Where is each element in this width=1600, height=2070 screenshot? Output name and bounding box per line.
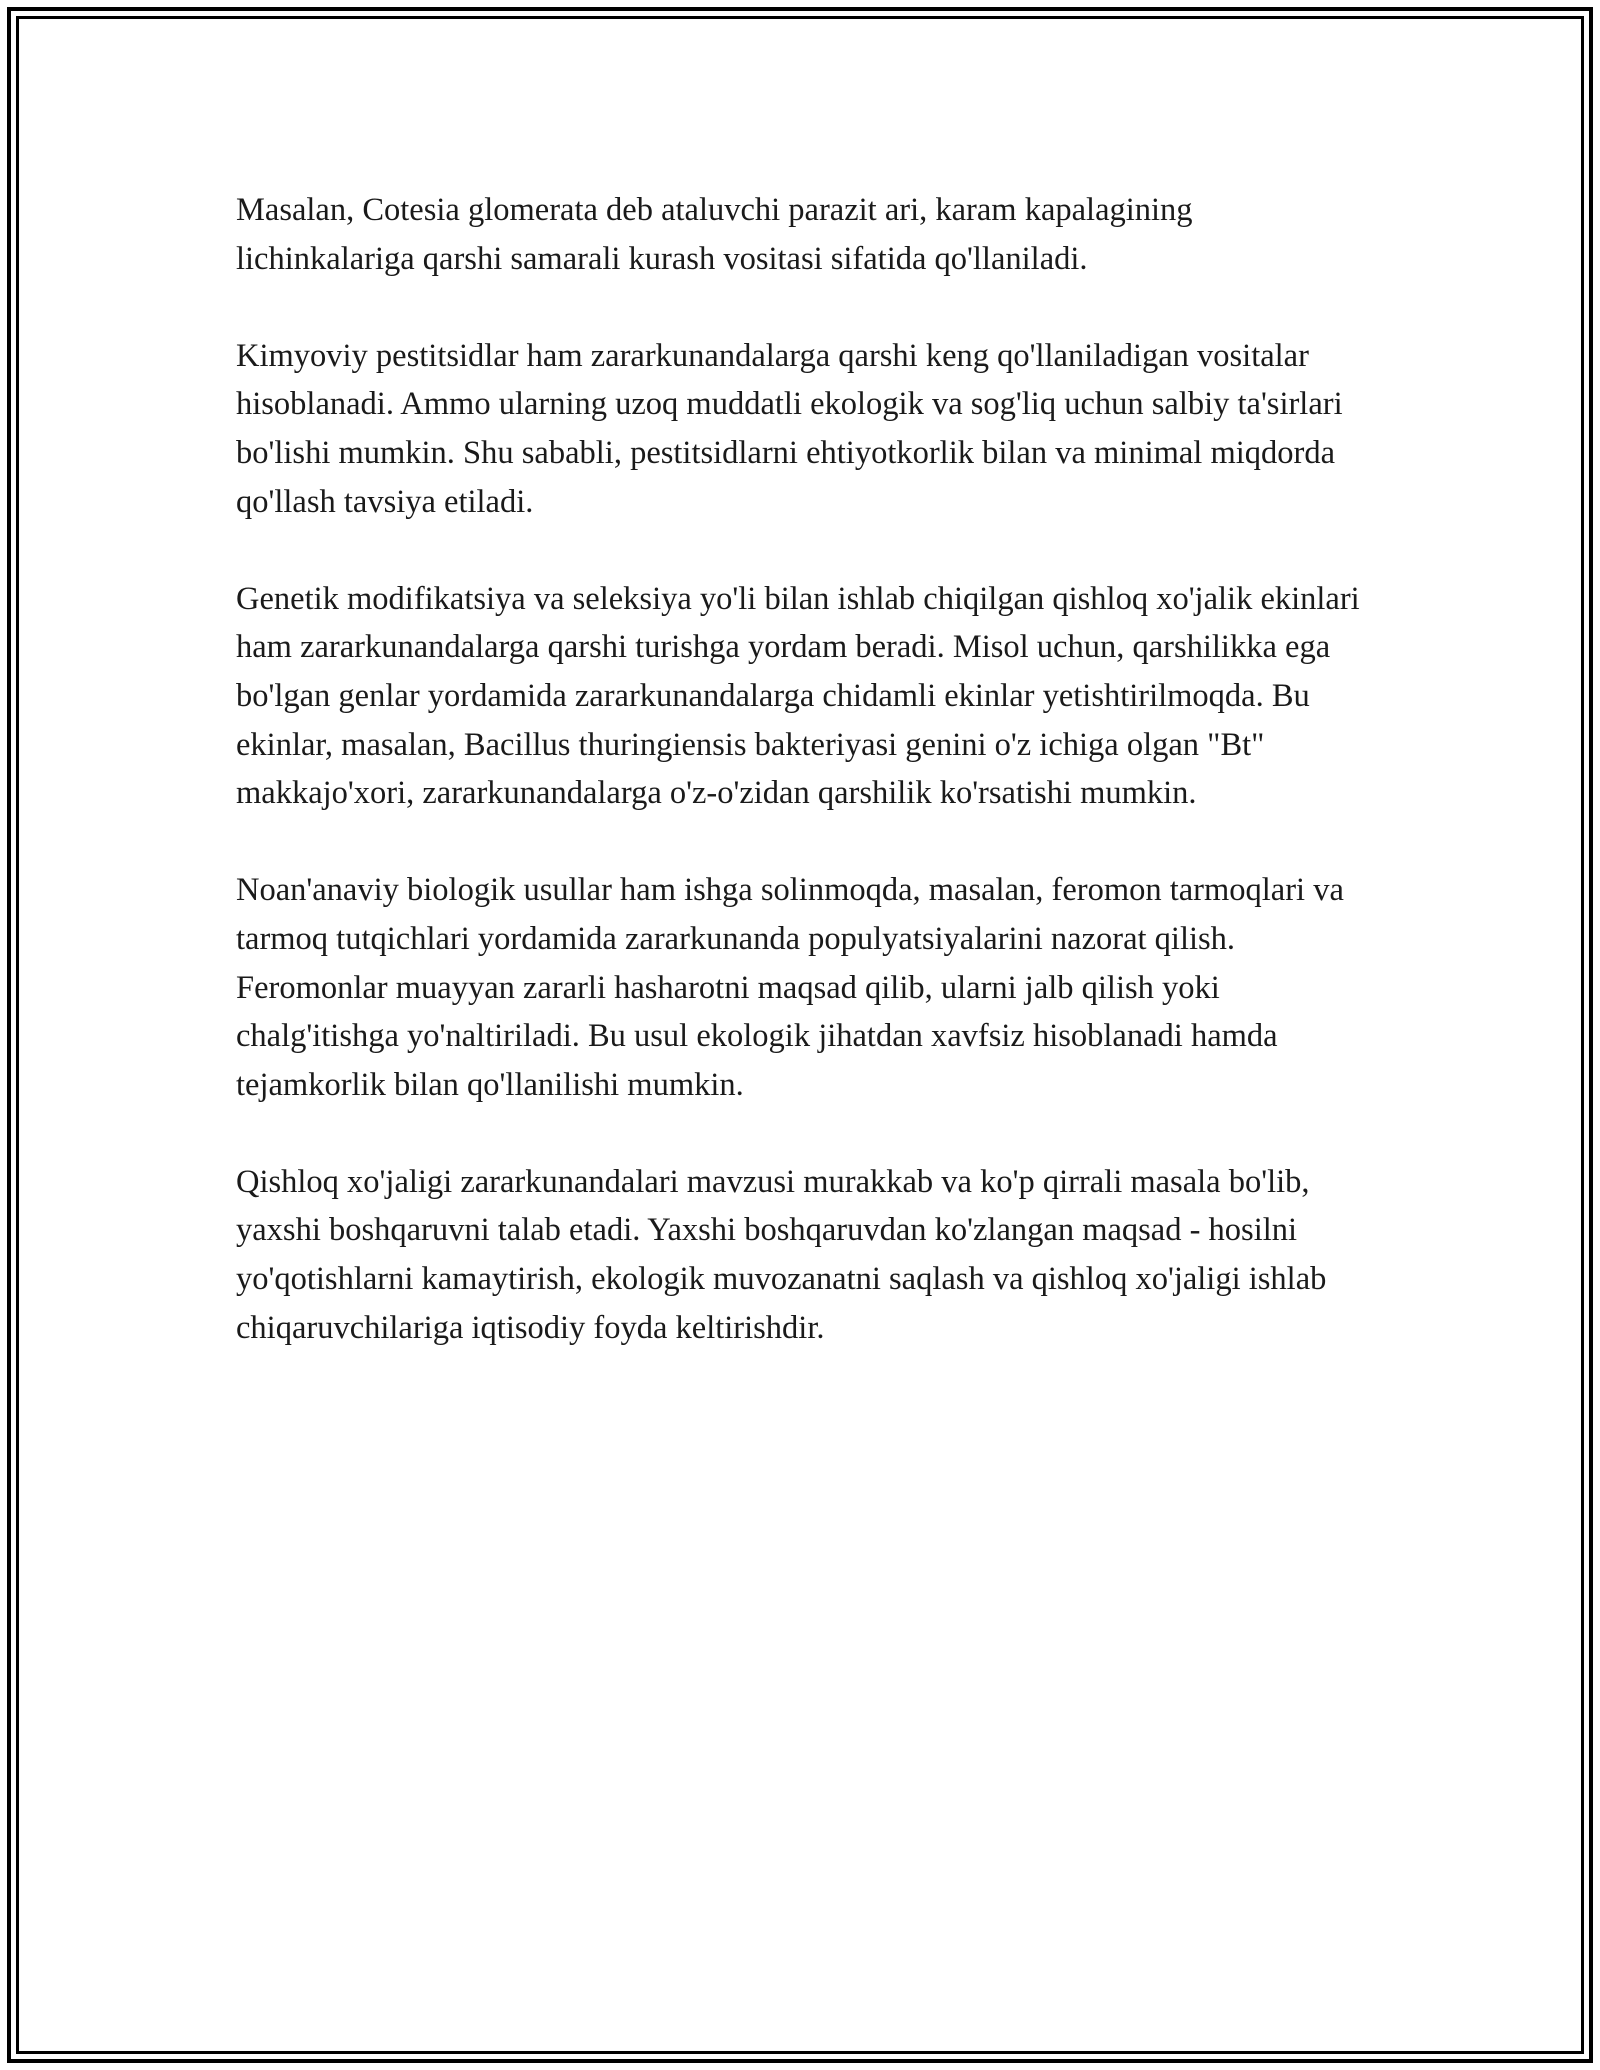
paragraph-cotesia: Masalan, Cotesia glomerata deb ataluvchi parazit ari, karam kapalagining lichinkalariga qarshi samarali kurash vositasi sifatida qo'llaniladi. <box>236 192 1193 277</box>
document-body <box>236 186 1366 1401</box>
paragraph-biological-methods: Noan'anaviy biologik usullar ham ishga solinmoqda, masalan, feromon tarmoqlari va tarmoq tutqichlari yordamida zararkunanda populyatsiyalarini nazorat qilish. Feromonlar muayyan zararli hasharotni maqsad qilib, ularni jalb qilish yoki chalg'itishga yo'naltiriladi. Bu usul ekologik jihatdan xavfsiz hisoblanadi hamda tejamkorlik bilan qo'llanilishi mumkin. <box>236 872 1344 1103</box>
paragraph-conclusion: Qishloq xo'jaligi zararkunandalari mavzusi murakkab va ko'p qirrali masala bo'lib, yaxshi boshqaruvni talab etadi. Yaxshi boshqaruvdan ko'zlangan maqsad - hosilni yo'qotishlarni kamaytirish, ekologik muvozanatni saqlash va qishloq xo'jaligi ishlab chiqaruvchilariga iqtisodiy foyda keltirishdir. <box>236 1163 1327 1346</box>
paragraph-genetic-modification: Genetik modifikatsiya va seleksiya yo'li bilan ishlab chiqilgan qishloq xo'jalik ekinlari ham zararkunandalarga qarshi turishga yordam beradi. Misol uchun, qarshilikka ega bo'lgan genlar yordamida zararkunandalarga chidamli ekinlar yetishtirilmoqda. Bu ekinlar, masalan, Bacillus thuringiensis bakteriyasi genini o'z ichiga olgan "Bt" makkajo'xori, zararkunandalarga o'z-o'zidan qarshilik ko'rsatishi mumkin. <box>236 580 1360 812</box>
paragraph-pesticides: Kimyoviy pestitsidlar ham zararkunandalarga qarshi keng qo'llaniladigan vositalar hisoblanadi. Ammo ularning uzoq muddatli ekologik va sog'liq uchun salbiy ta'sirlari bo'lishi mumkin. Shu sababli, pestitsidlarni ehtiyotkorlik bilan va minimal miqdorda qo'llash tavsiya etiladi. <box>236 337 1343 520</box>
